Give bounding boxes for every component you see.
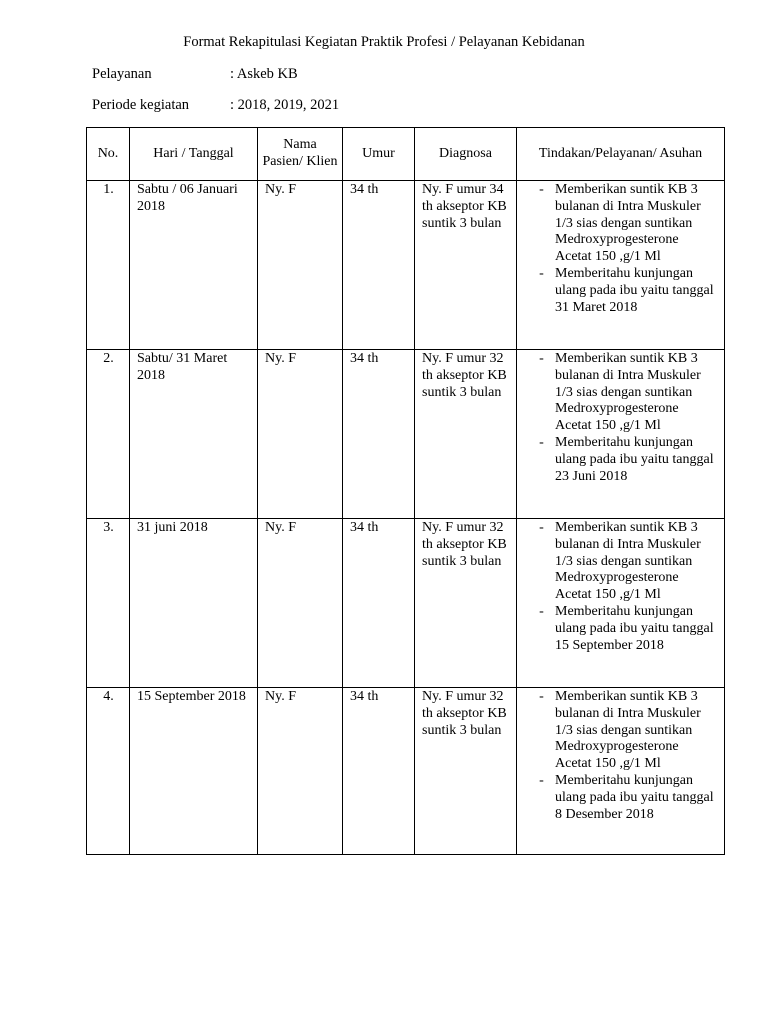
bullet-dash: - [539,182,544,197]
bullet-dash: - [539,689,544,704]
cell-patient: Ny. F [258,688,343,855]
cell-age: 34 th [343,519,415,688]
action-item [524,435,718,485]
table-header-row [87,128,725,181]
cell-no: 4. [87,688,130,855]
action-list [524,182,718,316]
cell-patient: Ny. F [258,181,343,350]
cell-date: 15 September 2018 [130,688,258,855]
cell-diagnosis: Ny. F umur 34 th akseptor KB suntik 3 bulan [415,181,517,350]
header-patient: Nama Pasien/ Klien [258,128,343,181]
action-item [524,266,718,316]
period-row [92,97,339,114]
cell-actions [517,688,725,855]
cell-actions [517,350,725,519]
document-title: Format Rekapitulasi Kegiatan Praktik Profesi / Pelayanan Kebidanan [183,34,585,50]
service-label: Pelayanan [92,66,152,82]
action-item [524,520,718,604]
recap-table [86,127,725,855]
action-item [524,351,718,435]
period-label: Periode kegiatan [92,97,190,113]
action-list [524,520,718,654]
cell-diagnosis: Ny. F umur 32 th akseptor KB suntik 3 bulan [415,350,517,519]
action-item [524,689,718,773]
cell-age: 34 th [343,350,415,519]
service-value: : Askeb KB [230,66,298,82]
cell-patient: Ny. F [258,350,343,519]
cell-age: 34 th [343,181,415,350]
cell-date: Sabtu/ 31 Maret 2018 [130,350,258,519]
bullet-dash: - [539,603,544,619]
header-action: Tindakan/Pelayanan/ Asuhan [517,128,725,181]
cell-diagnosis: Ny. F umur 32 th akseptor KB suntik 3 bulan [415,519,517,688]
service-row [92,66,298,83]
header-date: Hari / Tanggal [130,128,258,181]
action-text: Memberikan suntik KB 3 bulanan di Intra Muskuler 1/3 sias dengan suntikan Medroxyprogesterone Acetat 150 ,g/1 Ml [555,689,701,772]
table-row [87,519,725,688]
bullet-dash: - [539,434,544,450]
header-diagnosis: Diagnosa [415,128,517,181]
header-no: No. [87,128,130,181]
action-list [524,689,718,823]
action-text: Memberikan suntik KB 3 bulanan di Intra Muskuler 1/3 sias dengan suntikan Medroxyprogesterone Acetat 150 ,g/1 Ml [555,351,701,434]
action-text: Memberikan suntik KB 3 bulanan di Intra Muskuler 1/3 sias dengan suntikan Medroxyprogesterone Acetat 150 ,g/1 Ml [555,520,701,603]
cell-diagnosis: Ny. F umur 32 th akseptor KB suntik 3 bulan [415,688,517,855]
cell-no: 1. [87,181,130,350]
bullet-dash: - [539,351,544,366]
table-row [87,181,725,350]
action-item [524,182,718,266]
cell-date: 31 juni 2018 [130,519,258,688]
action-item [524,773,718,823]
cell-no: 2. [87,350,130,519]
cell-actions [517,181,725,350]
table-row [87,350,725,519]
table-row [87,688,725,855]
bullet-dash: - [539,520,544,535]
cell-actions [517,519,725,688]
bullet-dash: - [539,265,544,281]
period-value: : 2018, 2019, 2021 [230,97,340,113]
cell-age: 34 th [343,688,415,855]
header-age: Umur [343,128,415,181]
action-text: Memberitahu kunjungan ulang pada ibu yaitu tanggal 8 Desember 2018 [555,772,714,822]
action-text: Memberitahu kunjungan ulang pada ibu yaitu tanggal 15 September 2018 [555,603,714,653]
action-text: Memberitahu kunjungan ulang pada ibu yaitu tanggal 31 Maret 2018 [555,265,714,315]
action-text: Memberikan suntik KB 3 bulanan di Intra Muskuler 1/3 sias dengan suntikan Medroxyprogesterone Acetat 150 ,g/1 Ml [555,182,701,265]
cell-date: Sabtu / 06 Januari 2018 [130,181,258,350]
action-text: Memberitahu kunjungan ulang pada ibu yaitu tanggal 23 Juni 2018 [555,434,714,484]
action-list [524,351,718,485]
cell-no: 3. [87,519,130,688]
action-item [524,604,718,654]
cell-patient: Ny. F [258,519,343,688]
bullet-dash: - [539,772,544,788]
